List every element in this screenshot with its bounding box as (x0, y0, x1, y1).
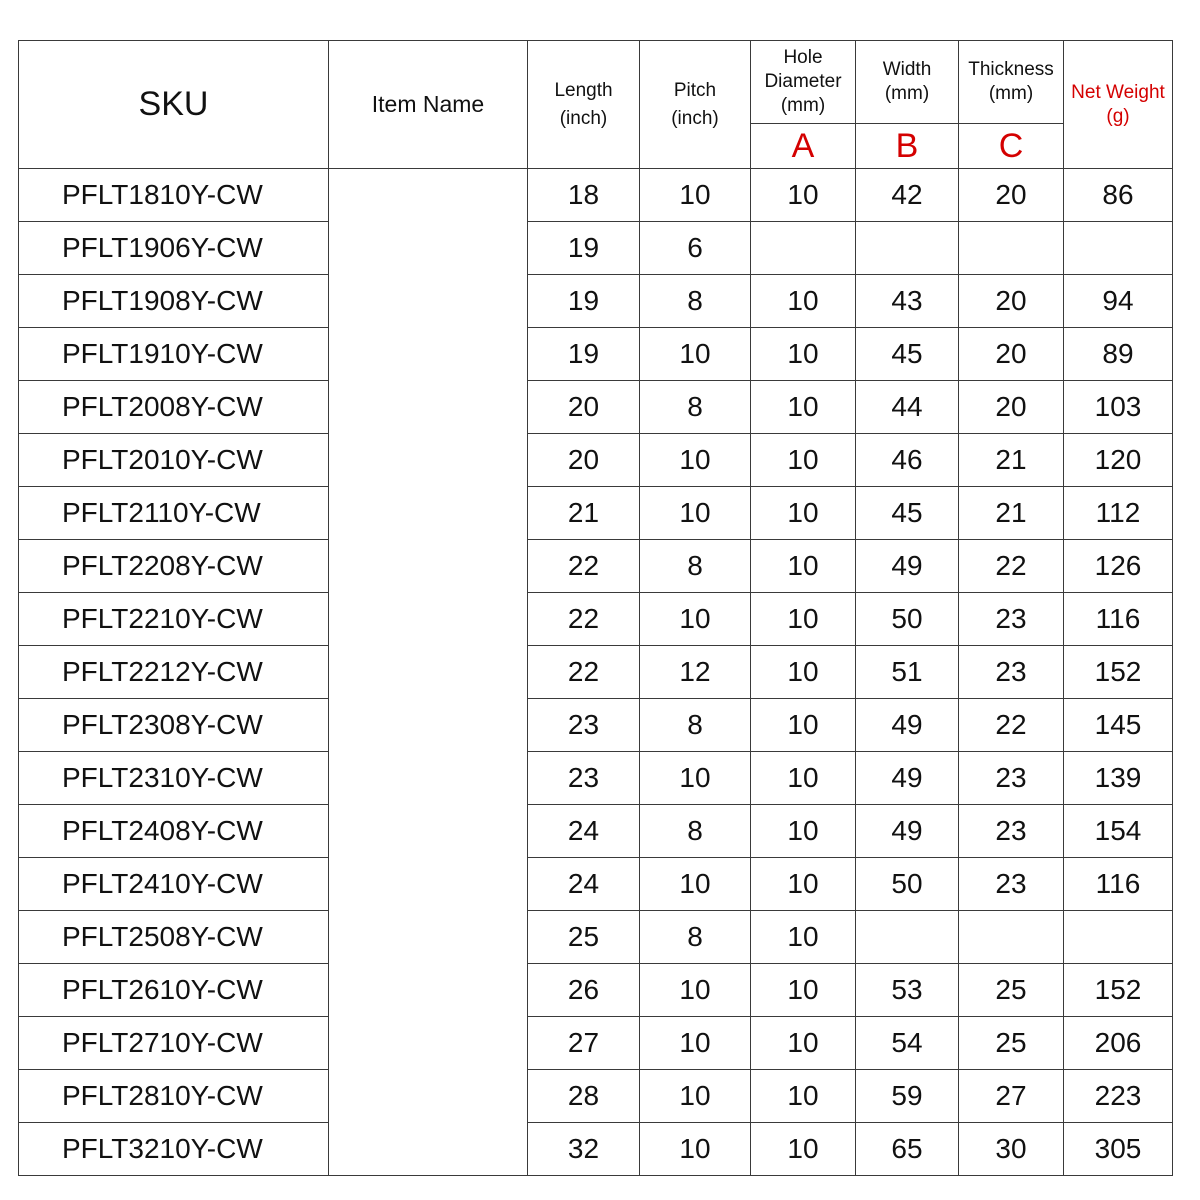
header-hole-line1: Hole (783, 47, 823, 69)
length-cell: 27 (528, 1017, 640, 1070)
header-pitch (640, 41, 751, 169)
length-cell: 19 (528, 328, 640, 381)
thickness-cell: 23 (959, 805, 1064, 858)
thickness-cell (959, 911, 1064, 964)
width-cell: 49 (856, 540, 959, 593)
pitch-cell: 10 (640, 1070, 751, 1123)
header-letter-c: C (959, 124, 1064, 169)
length-cell: 24 (528, 805, 640, 858)
length-cell: 23 (528, 699, 640, 752)
hole-diameter-cell: 10 (751, 858, 856, 911)
thickness-cell: 20 (959, 381, 1064, 434)
table-row (19, 752, 1173, 805)
net-weight-cell (1064, 222, 1173, 275)
header-hole-line2: Diameter (764, 71, 842, 93)
width-cell (856, 222, 959, 275)
pitch-cell: 10 (640, 858, 751, 911)
net-weight-cell (1064, 911, 1173, 964)
width-cell: 49 (856, 752, 959, 805)
net-weight-cell: 103 (1064, 381, 1173, 434)
header-letter-a: A (751, 124, 856, 169)
hole-diameter-cell: 10 (751, 1123, 856, 1176)
sku-cell: PFLT2410Y-CW (19, 858, 329, 911)
table-row (19, 381, 1173, 434)
width-cell: 43 (856, 275, 959, 328)
thickness-cell: 23 (959, 858, 1064, 911)
pitch-cell: 8 (640, 805, 751, 858)
thickness-cell: 25 (959, 1017, 1064, 1070)
thickness-cell: 23 (959, 593, 1064, 646)
sku-cell: PFLT2810Y-CW (19, 1070, 329, 1123)
table-row (19, 540, 1173, 593)
sku-cell: PFLT2212Y-CW (19, 646, 329, 699)
hole-diameter-cell: 10 (751, 593, 856, 646)
hole-diameter-cell: 10 (751, 911, 856, 964)
sku-cell: PFLT1906Y-CW (19, 222, 329, 275)
length-cell: 22 (528, 646, 640, 699)
width-cell: 45 (856, 487, 959, 540)
hole-diameter-cell: 10 (751, 328, 856, 381)
thickness-cell: 20 (959, 169, 1064, 222)
hole-diameter-cell: 10 (751, 699, 856, 752)
width-cell: 54 (856, 1017, 959, 1070)
length-cell: 32 (528, 1123, 640, 1176)
header-pitch-unit: (inch) (671, 107, 719, 129)
table-row (19, 858, 1173, 911)
sku-cell: PFLT2408Y-CW (19, 805, 329, 858)
header-hole-diameter (751, 41, 856, 124)
hole-diameter-cell (751, 222, 856, 275)
hole-diameter-cell: 10 (751, 169, 856, 222)
hole-diameter-cell: 10 (751, 275, 856, 328)
thickness-cell (959, 222, 1064, 275)
thickness-cell: 21 (959, 434, 1064, 487)
pitch-cell: 10 (640, 434, 751, 487)
header-net-weight (1064, 41, 1173, 169)
net-weight-cell: 154 (1064, 805, 1173, 858)
table-body (19, 169, 1173, 1176)
hole-diameter-cell: 10 (751, 752, 856, 805)
length-cell: 26 (528, 964, 640, 1017)
pitch-cell: 10 (640, 328, 751, 381)
thickness-cell: 22 (959, 699, 1064, 752)
sku-cell: PFLT2008Y-CW (19, 381, 329, 434)
width-cell: 45 (856, 328, 959, 381)
hole-diameter-cell: 10 (751, 381, 856, 434)
header-net-weight-label: Net Weight (1071, 81, 1165, 103)
header-item-name: Item Name (329, 41, 528, 169)
pitch-cell: 10 (640, 593, 751, 646)
net-weight-cell: 152 (1064, 964, 1173, 1017)
sku-cell: PFLT3210Y-CW (19, 1123, 329, 1176)
length-cell: 20 (528, 434, 640, 487)
width-cell: 49 (856, 699, 959, 752)
net-weight-cell: 112 (1064, 487, 1173, 540)
hole-diameter-cell: 10 (751, 1070, 856, 1123)
sku-cell: PFLT2010Y-CW (19, 434, 329, 487)
header-length-unit: (inch) (559, 107, 608, 129)
pitch-cell: 8 (640, 699, 751, 752)
net-weight-cell: 126 (1064, 540, 1173, 593)
sku-cell: PFLT2110Y-CW (19, 487, 329, 540)
sku-cell: PFLT2310Y-CW (19, 752, 329, 805)
pitch-cell: 10 (640, 964, 751, 1017)
table-row (19, 1070, 1173, 1123)
table-row (19, 911, 1173, 964)
thickness-cell: 23 (959, 752, 1064, 805)
header-width (856, 41, 959, 124)
spec-table (18, 40, 1173, 1176)
pitch-cell: 10 (640, 1017, 751, 1070)
thickness-cell: 22 (959, 540, 1064, 593)
sku-cell: PFLT2610Y-CW (19, 964, 329, 1017)
table-row (19, 434, 1173, 487)
table-header (19, 41, 1173, 169)
table-row (19, 328, 1173, 381)
width-cell (856, 911, 959, 964)
table-row (19, 646, 1173, 699)
width-cell: 51 (856, 646, 959, 699)
thickness-cell: 30 (959, 1123, 1064, 1176)
net-weight-cell: 120 (1064, 434, 1173, 487)
sku-cell: PFLT1908Y-CW (19, 275, 329, 328)
net-weight-cell: 89 (1064, 328, 1173, 381)
width-cell: 65 (856, 1123, 959, 1176)
header-net-weight-unit: (g) (1106, 105, 1130, 127)
header-length (528, 41, 640, 169)
header-width-label: Width (882, 59, 932, 81)
pitch-cell: 8 (640, 911, 751, 964)
hole-diameter-cell: 10 (751, 540, 856, 593)
table-row (19, 275, 1173, 328)
hole-diameter-cell: 10 (751, 964, 856, 1017)
sku-cell: PFLT1910Y-CW (19, 328, 329, 381)
sku-cell: PFLT2308Y-CW (19, 699, 329, 752)
table-row (19, 1123, 1173, 1176)
thickness-cell: 20 (959, 275, 1064, 328)
sku-cell: PFLT2210Y-CW (19, 593, 329, 646)
net-weight-cell: 94 (1064, 275, 1173, 328)
thickness-cell: 21 (959, 487, 1064, 540)
sku-cell: PFLT2508Y-CW (19, 911, 329, 964)
header-pitch-label: Pitch (673, 79, 717, 101)
pitch-cell: 6 (640, 222, 751, 275)
thickness-cell: 23 (959, 646, 1064, 699)
pitch-cell: 12 (640, 646, 751, 699)
length-cell: 25 (528, 911, 640, 964)
net-weight-cell: 206 (1064, 1017, 1173, 1070)
length-cell: 21 (528, 487, 640, 540)
width-cell: 42 (856, 169, 959, 222)
width-cell: 46 (856, 434, 959, 487)
table-row (19, 964, 1173, 1017)
length-cell: 22 (528, 593, 640, 646)
net-weight-cell: 145 (1064, 699, 1173, 752)
thickness-cell: 25 (959, 964, 1064, 1017)
width-cell: 59 (856, 1070, 959, 1123)
table-row (19, 169, 1173, 222)
width-cell: 49 (856, 805, 959, 858)
pitch-cell: 10 (640, 487, 751, 540)
length-cell: 22 (528, 540, 640, 593)
net-weight-cell: 116 (1064, 858, 1173, 911)
width-cell: 44 (856, 381, 959, 434)
length-cell: 28 (528, 1070, 640, 1123)
pitch-cell: 8 (640, 381, 751, 434)
width-cell: 50 (856, 593, 959, 646)
header-sku: SKU (19, 41, 329, 169)
pitch-cell: 10 (640, 752, 751, 805)
length-cell: 19 (528, 222, 640, 275)
table-row (19, 222, 1173, 275)
header-hole-unit: (mm) (780, 94, 826, 116)
hole-diameter-cell: 10 (751, 434, 856, 487)
hole-diameter-cell: 10 (751, 805, 856, 858)
pitch-cell: 8 (640, 540, 751, 593)
sku-cell: PFLT2208Y-CW (19, 540, 329, 593)
length-cell: 23 (528, 752, 640, 805)
length-cell: 18 (528, 169, 640, 222)
width-cell: 53 (856, 964, 959, 1017)
pitch-cell: 10 (640, 169, 751, 222)
net-weight-cell: 139 (1064, 752, 1173, 805)
hole-diameter-cell: 10 (751, 487, 856, 540)
sku-cell: PFLT1810Y-CW (19, 169, 329, 222)
net-weight-cell: 152 (1064, 646, 1173, 699)
header-thickness (959, 41, 1064, 124)
item-name-cell (329, 169, 528, 1176)
net-weight-cell: 86 (1064, 169, 1173, 222)
hole-diameter-cell: 10 (751, 646, 856, 699)
header-letter-b: B (856, 124, 959, 169)
table-row (19, 805, 1173, 858)
pitch-cell: 10 (640, 1123, 751, 1176)
net-weight-cell: 305 (1064, 1123, 1173, 1176)
table-row (19, 487, 1173, 540)
table-row (19, 1017, 1173, 1070)
header-thickness-label: Thickness (968, 59, 1054, 81)
length-cell: 19 (528, 275, 640, 328)
net-weight-cell: 223 (1064, 1070, 1173, 1123)
table-row (19, 593, 1173, 646)
table-row (19, 699, 1173, 752)
length-cell: 20 (528, 381, 640, 434)
thickness-cell: 20 (959, 328, 1064, 381)
length-cell: 24 (528, 858, 640, 911)
header-thickness-unit: (mm) (988, 83, 1034, 104)
thickness-cell: 27 (959, 1070, 1064, 1123)
header-length-label: Length (554, 79, 613, 101)
net-weight-cell: 116 (1064, 593, 1173, 646)
header-width-unit: (mm) (884, 83, 930, 104)
sku-cell: PFLT2710Y-CW (19, 1017, 329, 1070)
hole-diameter-cell: 10 (751, 1017, 856, 1070)
width-cell: 50 (856, 858, 959, 911)
pitch-cell: 8 (640, 275, 751, 328)
